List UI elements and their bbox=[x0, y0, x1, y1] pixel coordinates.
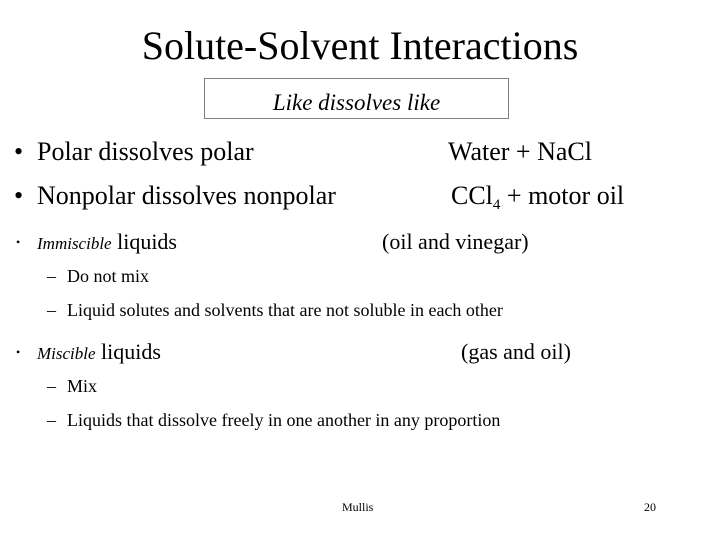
formula-suffix: + motor oil bbox=[500, 181, 625, 210]
bullet-text-miscible bbox=[37, 338, 161, 368]
sub-item-do-not-mix: Do not mix bbox=[67, 266, 150, 286]
sub-bullet-marker: – bbox=[47, 300, 56, 320]
bullet-marker: • bbox=[16, 345, 21, 359]
sub-item-mix: Mix bbox=[67, 376, 98, 396]
sub-item-miscible-definition: Liquids that dissolve freely in one another in any proportion bbox=[67, 410, 501, 430]
footer-author: Mullis bbox=[342, 500, 374, 514]
term-suffix: liquids bbox=[95, 339, 161, 364]
sub-bullet-marker: – bbox=[47, 410, 56, 430]
bullet-text-nonpolar: Nonpolar dissolves nonpolar bbox=[37, 181, 336, 210]
footer-page-number: 20 bbox=[644, 500, 656, 514]
sub-item-immiscible-definition: Liquid solutes and solvents that are not soluble in each other bbox=[67, 300, 503, 320]
bullet-marker: • bbox=[14, 137, 24, 166]
term-miscible: Miscible bbox=[37, 344, 96, 363]
bullet-marker: • bbox=[16, 235, 21, 249]
bullet-example-nonpolar bbox=[451, 180, 624, 212]
sub-bullet-marker: – bbox=[47, 376, 56, 396]
bullet-text-immiscible bbox=[37, 228, 177, 258]
bullet-text-polar: Polar dissolves polar bbox=[37, 137, 254, 166]
bullet-marker: • bbox=[14, 181, 24, 210]
slide-subtitle: Like dissolves like bbox=[272, 90, 441, 115]
bullet-example-immiscible: (oil and vinegar) bbox=[382, 229, 529, 254]
slide-title: Solute-Solvent Interactions bbox=[141, 23, 579, 68]
formula-ccl: CCl bbox=[451, 181, 493, 210]
formula-subscript: 4 bbox=[492, 197, 501, 213]
sub-bullet-marker: – bbox=[47, 266, 56, 286]
bullet-example-polar: Water + NaCl bbox=[448, 137, 592, 166]
subtitle-box bbox=[204, 78, 509, 119]
term-immiscible: Immiscible bbox=[37, 234, 112, 253]
bullet-example-miscible: (gas and oil) bbox=[461, 339, 571, 364]
term-suffix: liquids bbox=[111, 229, 177, 254]
